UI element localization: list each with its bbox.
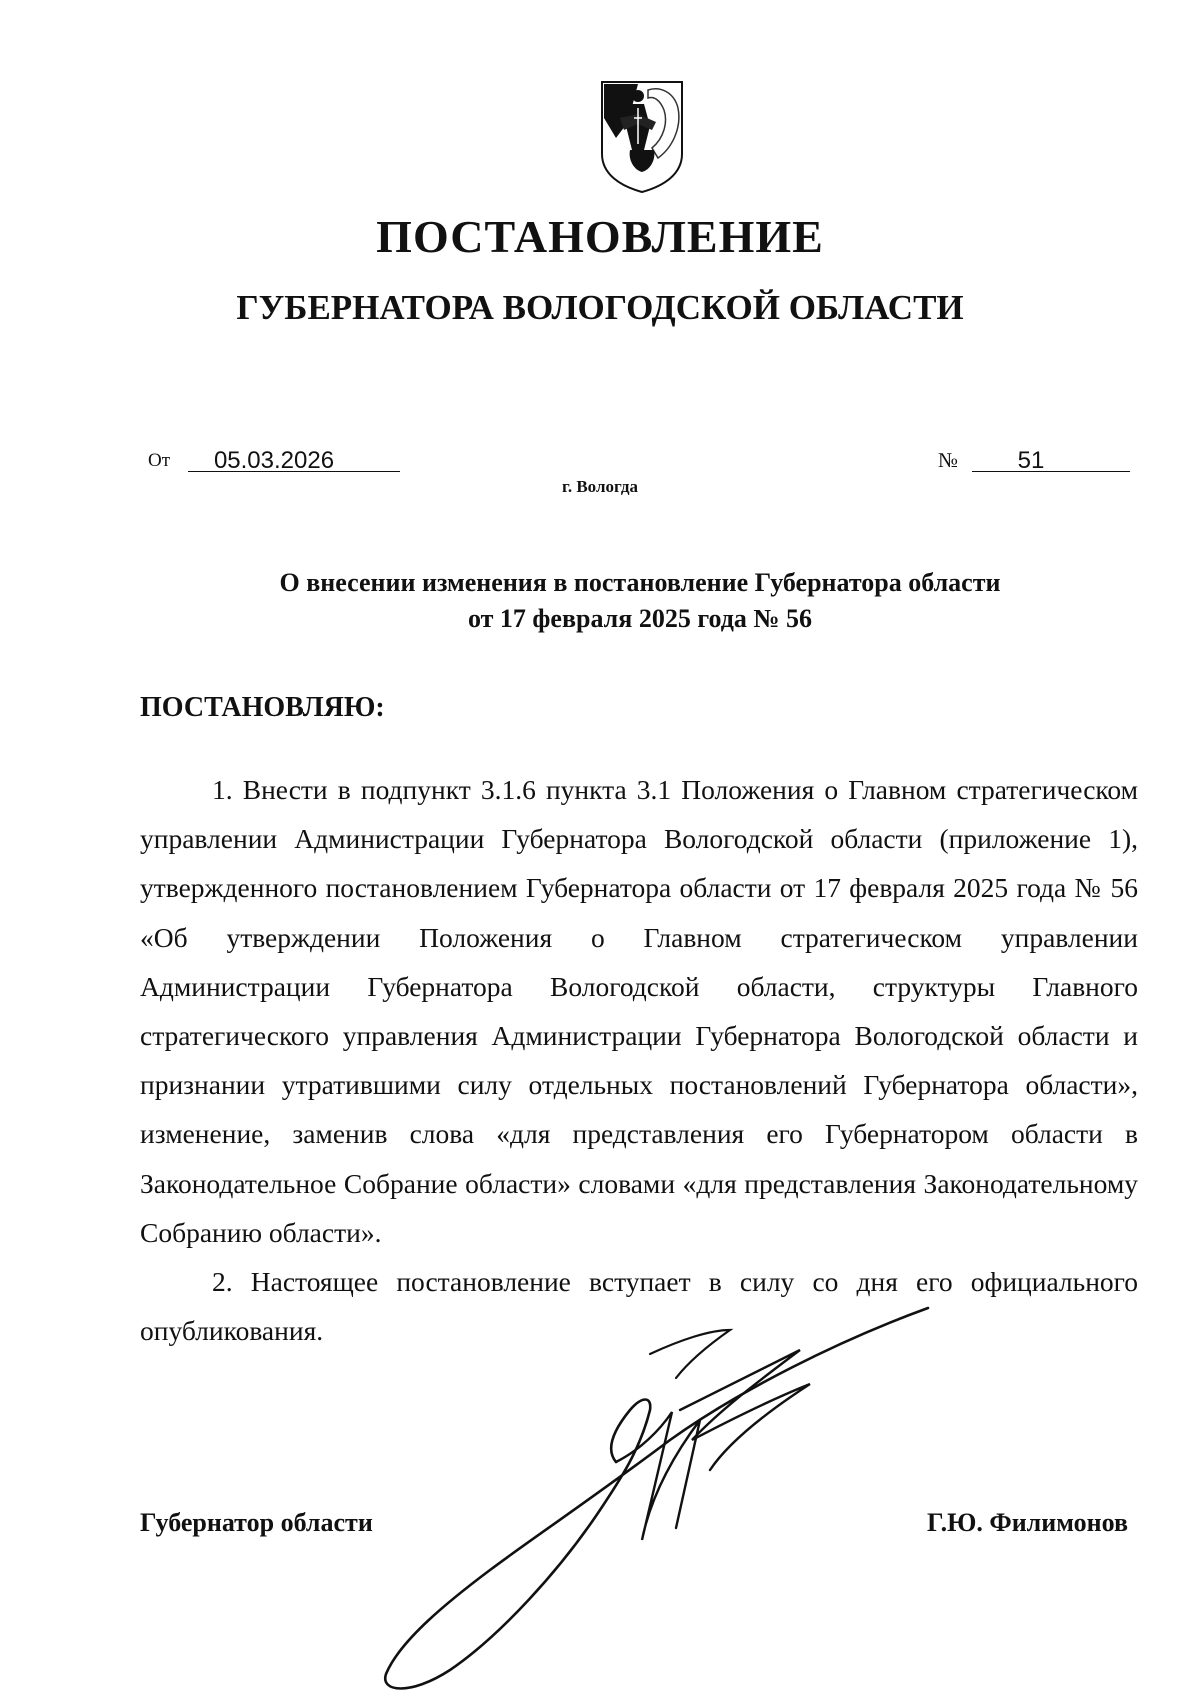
document-type-title: ПОСТАНОВЛЕНИЕ	[376, 211, 824, 262]
body-paragraph: 1. Внести в подпункт 3.1.6 пункта 3.1 Положения о Главном стратегическом управлении Администрации Губернатора Вологодской области (приложение 1), утвержденного постановлением Губернатора области от 17 февраля 2025 года № 56 «Об утверждении Положения о Главном стратегическом управлении Администрации Губернатора Вологодской области, структуры Главного стратегического управления Администрации Губернатора Вологодской области и признании утратившими силу отдельных постановлений Губернатора области», изменение, заменив слова «для представления его Губернатором области в Законодательное Собрание области» словами «для представления Законодательному Собранию области».	[140, 774, 1138, 1248]
number-label: №	[938, 448, 959, 472]
subject-line-2: от 17 февраля 2025 года № 56	[467, 604, 813, 633]
date-label: От	[148, 450, 171, 471]
resolve-heading: ПОСТАНОВЛЯЮ:	[140, 692, 385, 723]
handwritten-signature-icon	[380, 1300, 940, 1701]
document-date: 05.03.2026	[213, 447, 335, 474]
signer-title: Губернатор области	[140, 1508, 373, 1537]
body-paragraph: 2. Настоящее постановление вступает в силу со дня его официального опубликования.	[140, 1266, 1138, 1347]
coat-of-arms-icon	[598, 78, 686, 194]
city-name: г. Вологда	[562, 477, 638, 496]
issuing-authority: ГУБЕРНАТОРА ВОЛОГОДСКОЙ ОБЛАСТИ	[236, 288, 964, 327]
subject-line-1: О внесении изменения в постановление Губернатора области	[279, 568, 1001, 597]
document-number: 51	[1017, 447, 1045, 474]
document-subject	[140, 565, 1140, 637]
signer-name: Г.Ю. Филимонов	[926, 1508, 1128, 1537]
